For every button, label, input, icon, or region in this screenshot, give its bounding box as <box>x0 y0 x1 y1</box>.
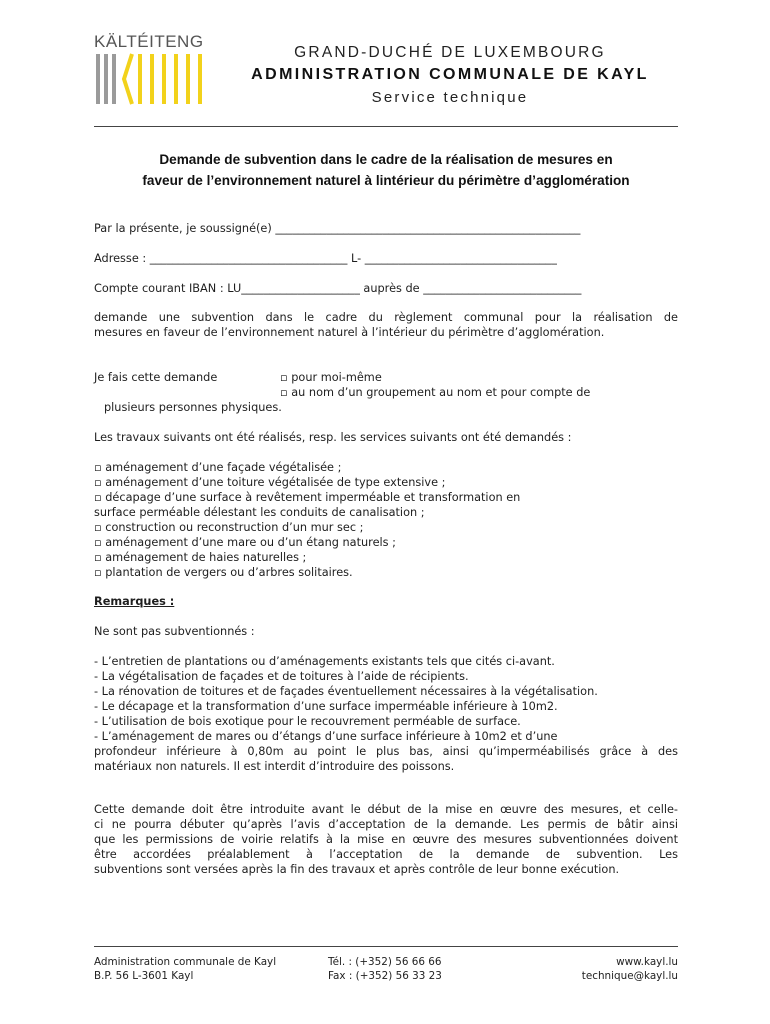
works-item-checkbox[interactable]: ▫ plantation de vergers ou d’arbres solitaires. <box>94 566 353 579</box>
works-item-checkbox[interactable]: ▫ aménagement d’une mare ou d’un étang naturels ; <box>94 536 396 549</box>
closing-line: que les permissions de voirie relatifs à la mise en œuvre des mesures subventionnées doivent <box>94 833 678 846</box>
soussigne-field[interactable]: Par la présente, je soussigné(e) ______________________________________________________ <box>94 222 581 235</box>
works-item-checkbox[interactable]: ▫ aménagement d’une toiture végétalisée de type extensive ; <box>94 476 446 489</box>
logo-mark-icon <box>94 52 206 106</box>
remarks-item: - La rénovation de toitures et de façades éventuellement nécessaires à la végétalisation. <box>94 685 598 698</box>
works-item-continuation: surface perméable délestant les conduits de canalisation ; <box>94 506 425 519</box>
document-title <box>94 149 678 191</box>
logo-text: KÄLTÉITENG <box>94 32 204 51</box>
closing-line: ci ne pourra débuter qu’après l’avis d’acceptation de la demande. Les permis de bâtir ainsi <box>94 818 678 831</box>
request-text-line: mesures en faveur de l’environnement naturel à l’intérieur du périmètre d’agglomération. <box>94 326 605 339</box>
option-group-checkbox[interactable]: ▫ au nom d’un groupement au nom et pour compte de <box>280 386 591 399</box>
footer-contact-block <box>582 955 678 983</box>
footer-divider <box>94 946 678 947</box>
footer-tel: Tél. : (+352) 56 66 66 <box>328 956 442 968</box>
works-item-checkbox[interactable]: ▫ décapage d’une surface à revêtement imperméable et transformation en <box>94 491 521 504</box>
iban-field[interactable]: Compte courant IBAN : LU_____________________ auprès de ____________________________ <box>94 282 582 295</box>
header-administration: ADMINISTRATION COMMUNALE DE KAYL <box>251 66 649 83</box>
footer-address-block <box>94 955 276 983</box>
kalteiteng-logo <box>94 32 214 112</box>
footer-org: Administration communale de Kayl <box>94 956 277 968</box>
request-text-line: demande une subvention dans le cadre du règlement communal pour la réalisation de <box>94 311 678 324</box>
closing-line: Cette demande doit être introduite avant le début de la mise en œuvre des mesures, et celle- <box>94 803 678 816</box>
works-item-checkbox[interactable]: ▫ construction ou reconstruction d’un mur sec ; <box>94 521 364 534</box>
remarks-heading: Remarques : <box>94 595 175 608</box>
works-item-checkbox[interactable]: ▫ aménagement de haies naturelles ; <box>94 551 307 564</box>
remarks-item: - L’entretien de plantations ou d’aménagements existants tels que cités ci-avant. <box>94 655 555 668</box>
option-group-continuation: plusieurs personnes physiques. <box>104 401 282 414</box>
footer-phone-block <box>328 955 442 983</box>
remarks-item: - Le décapage et la transformation d’une surface imperméable inférieure à 10m2. <box>94 700 558 713</box>
remarks-item-continuation: profondeur inférieure à 0,80m au point le plus bas, ainsi qu’imperméabilisés grâce à des <box>94 745 678 758</box>
header-country: GRAND-DUCHÉ DE LUXEMBOURG <box>294 44 606 61</box>
footer-postal: B.P. 56 L-3601 Kayl <box>94 970 194 982</box>
footer-email-link[interactable]: technique@kayl.lu <box>581 970 678 982</box>
remarks-item: - La végétalisation de façades et de toitures à l’aide de récipients. <box>94 670 469 683</box>
title-line: faveur de l’environnement naturel à lintérieur du périmètre d’agglomération <box>142 173 630 188</box>
works-item-checkbox[interactable]: ▫ aménagement d’une façade végétalisée ; <box>94 461 342 474</box>
footer-website-link[interactable]: www.kayl.lu <box>616 956 678 968</box>
title-line: Demande de subvention dans le cadre de la réalisation de mesures en <box>159 152 613 167</box>
remarks-intro: Ne sont pas subventionnés : <box>94 625 255 638</box>
address-field[interactable]: Adresse : ___________________________________ L- __________________________________ <box>94 252 557 265</box>
footer-fax: Fax : (+352) 56 33 23 <box>328 970 442 982</box>
remarks-item-continuation: matériaux non naturels. Il est interdit d’introduire des poissons. <box>94 760 455 773</box>
header-service: Service technique <box>371 89 529 106</box>
option-self-checkbox[interactable]: ▫ pour moi-même <box>280 371 382 384</box>
remarks-item: - L’aménagement de mares ou d’étangs d’une surface inférieure à 10m2 et d’une <box>94 730 558 743</box>
closing-line: être accordées préalablement à l’acceptation de la demande de subvention. Les <box>94 848 678 861</box>
applicant-label: Je fais cette demande <box>94 371 218 384</box>
works-intro: Les travaux suivants ont été réalisés, resp. les services suivants ont été demandés : <box>94 431 572 444</box>
remarks-item: - L’utilisation de bois exotique pour le recouvrement perméable de surface. <box>94 715 521 728</box>
header-divider <box>94 126 678 127</box>
closing-line: subventions sont versées après la fin des travaux et après contrôle de leur bonne exécution. <box>94 863 620 876</box>
